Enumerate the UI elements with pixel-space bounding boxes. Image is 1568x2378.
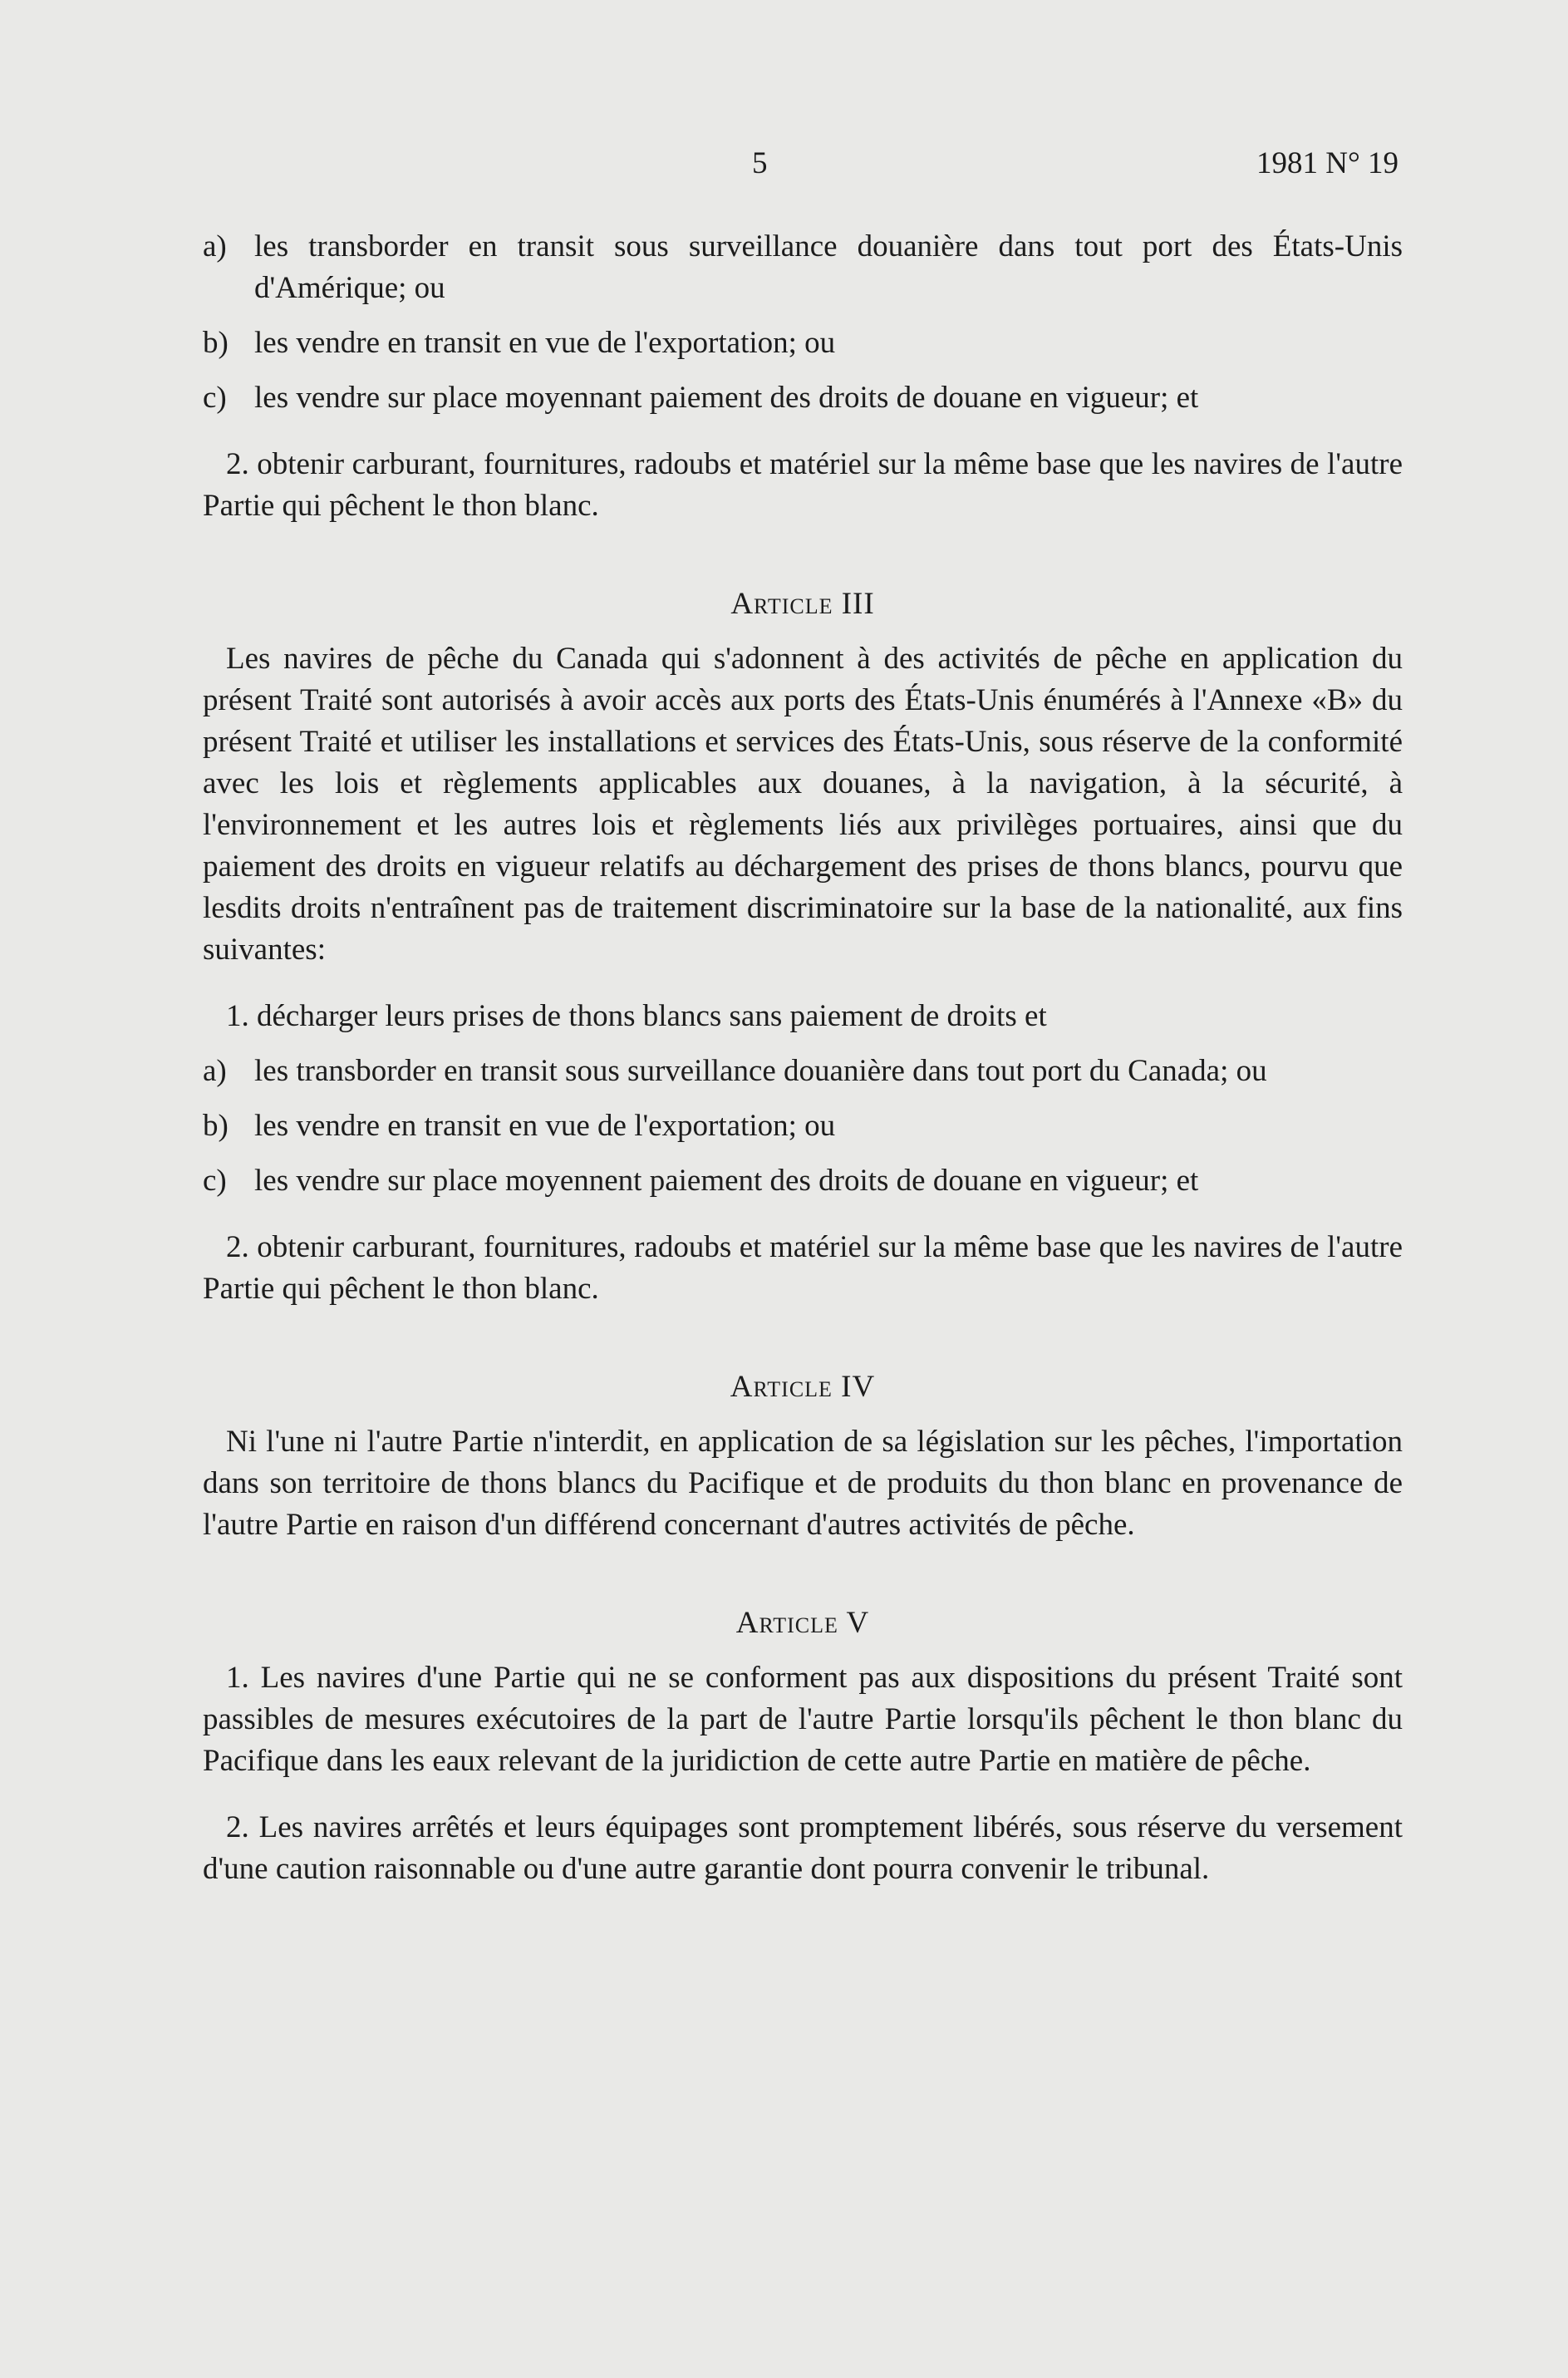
list-item <box>203 322 1403 364</box>
list-item-text: les transborder en transit sous surveillance douanière dans tout port des États-Unis d'Amérique; ou <box>254 229 1403 305</box>
list-item-text: les transborder en transit sous surveillance douanière dans tout port du Canada; ou <box>254 1054 1267 1088</box>
article-heading: Article IV <box>730 1370 876 1404</box>
list-item-label: c) <box>203 381 227 415</box>
article-body: Ni l'une ni l'autre Partie n'interdit, en application de sa législation sur les pêches, l'importation dans son territoire de thons blancs du Pacifique et de produits du thon blanc en provenance de l'autre Partie en raison d'un différend concernant d'autres activités de pêche. <box>203 1425 1403 1542</box>
numbered-paragraph: 1. Les navires d'une Partie qui ne se conforment pas aux dispositions du présent Traité sont passibles de mesures exécutoires de la part de l'autre Partie lorsqu'ils pêchent le thon blanc du Pacifique dans les eaux relevant de la juridiction de cette autre Partie en matière de pêche. <box>203 1661 1403 1778</box>
list-item <box>203 1105 1403 1147</box>
document-reference: 1981 N° 19 <box>1256 146 1398 180</box>
numbered-paragraph: 2. obtenir carburant, fournitures, radoubs et matériel sur la même base que les navires de l'autre Partie qui pêchent le thon blanc. <box>203 447 1403 523</box>
page-number: 5 <box>752 146 768 180</box>
article-heading: Article III <box>730 587 875 621</box>
list-item-text: les vendre sur place moyennant paiement des droits de douane en vigueur; et <box>254 381 1199 415</box>
list-item-label: b) <box>203 1109 229 1143</box>
numbered-paragraph: 1. décharger leurs prises de thons blancs sans paiement de droits et <box>226 999 1047 1033</box>
list-item <box>203 1051 1403 1092</box>
list-item-text: les vendre en transit en vue de l'exportation; ou <box>254 326 836 360</box>
list-item <box>203 1160 1403 1202</box>
numbered-paragraph: 2. obtenir carburant, fournitures, radoubs et matériel sur la même base que les navires de l'autre Partie qui pêchent le thon blanc. <box>203 1230 1403 1306</box>
list-item-text: les vendre en transit en vue de l'exportation; ou <box>254 1109 836 1143</box>
list-item <box>203 226 1403 309</box>
numbered-paragraph: 2. Les navires arrêtés et leurs équipages sont promptement libérés, sous réserve du versement d'une caution raisonnable ou d'une autre garantie dont pourra convenir le tribunal. <box>203 1810 1403 1886</box>
article-heading: Article V <box>735 1606 870 1640</box>
list-item-label: c) <box>203 1164 227 1198</box>
article-body: Les navires de pêche du Canada qui s'adonnent à des activités de pêche en application du présent Traité sont autorisés à avoir accès aux ports des États-Unis énumérés à l'Annexe «B» du présent Traité et utiliser les installations et services des États-Unis, sous réserve de la conformité avec les lois et règlements applicables aux douanes, à la navigation, à la sécurité, à l'environnement et les autres lois et règlements liés aux privilèges portuaires, ainsi que du paiement des droits en vigueur relatifs au déchargement des prises de thons blancs, pourvu que lesdits droits n'entraînent pas de traitement discriminatoire sur la base de la nationalité, aux fins suivantes: <box>203 642 1403 967</box>
list-item <box>203 377 1403 419</box>
list-item-label: a) <box>203 229 227 263</box>
list-item-label: b) <box>203 326 229 360</box>
page-body <box>203 226 1403 1890</box>
list-item-label: a) <box>203 1054 227 1088</box>
list-item-text: les vendre sur place moyennent paiement des droits de douane en vigueur; et <box>254 1164 1199 1198</box>
